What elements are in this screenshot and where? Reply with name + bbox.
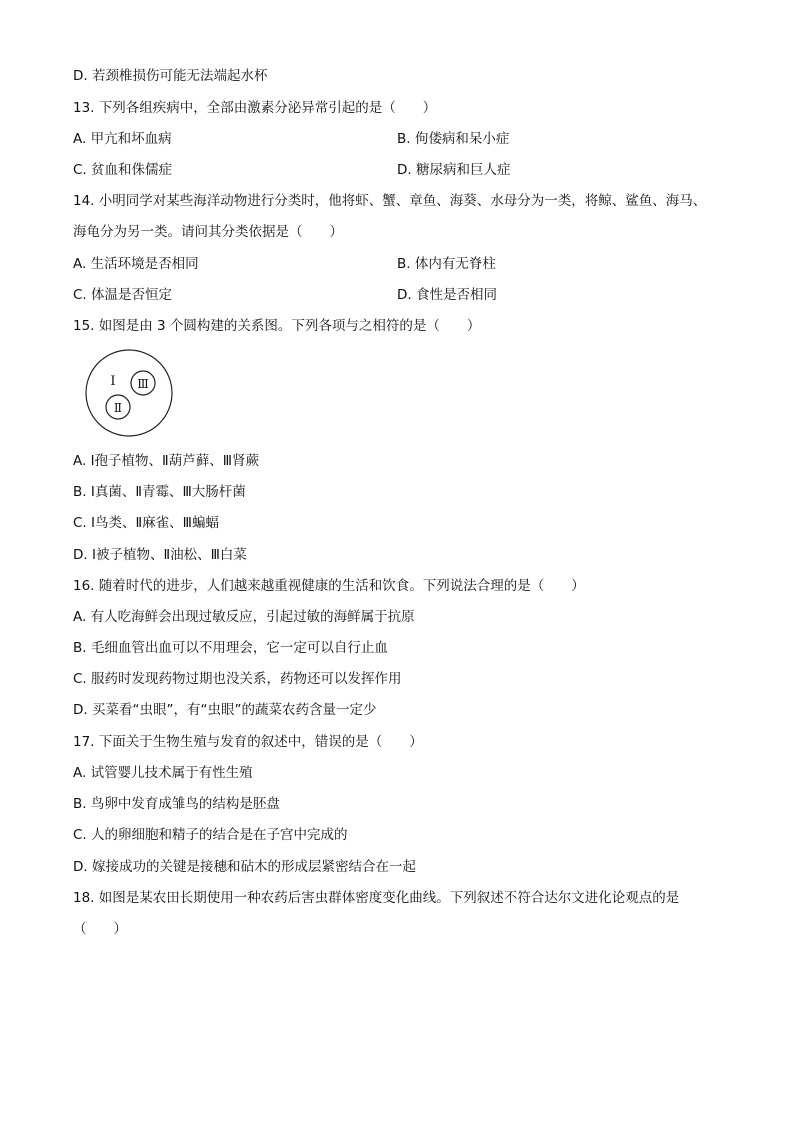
question-13: 13. 下列各组疾病中，全部由激素分泌异常引起的是（ ） bbox=[73, 100, 437, 116]
question-18-line-2: （ ） bbox=[73, 921, 127, 937]
q16-option-b: B. 毛细血管出血可以不用理会，它一定可以自行止血 bbox=[73, 640, 388, 656]
q13-option-a: A. 甲亢和坏血病 bbox=[73, 131, 172, 147]
question-15: 15. 如图是由 3 个圆构建的关系图。下列各项与之相符的是（ ） bbox=[73, 318, 481, 334]
q17-option-c: C. 人的卵细胞和精子的结合是在子宫中完成的 bbox=[73, 827, 348, 843]
inner-bottom-label: Ⅱ bbox=[113, 401, 123, 415]
question-14-line-1: 14. 小明同学对某些海洋动物进行分类时，他将虾、蟹、章鱼、海葵、水母分为一类，将鲸、鲨鱼、海马、 bbox=[73, 193, 707, 209]
q16-option-d: D. 买菜看“虫眼”，有“虫眼”的蔬菜农药含量一定少 bbox=[73, 702, 377, 718]
q14-option-b: B. 体内有无脊柱 bbox=[397, 256, 496, 272]
outer-circle bbox=[86, 350, 172, 436]
question-17: 17. 下面关于生物生殖与发育的叙述中，错误的是（ ） bbox=[73, 734, 423, 750]
q14-option-c: C. 体温是否恒定 bbox=[73, 287, 173, 303]
q17-option-b: B. 鸟卵中发育成雏鸟的结构是胚盘 bbox=[73, 796, 280, 812]
q17-option-d: D. 嫁接成功的关键是接穗和砧木的形成层紧密结合在一起 bbox=[73, 859, 416, 875]
q16-option-a: A. 有人吃海鲜会出现过敏反应，引起过敏的海鲜属于抗原 bbox=[73, 609, 415, 625]
q12-option-d: D. 若颈椎损伤可能无法端起水杯 bbox=[73, 68, 268, 84]
q16-option-c: C. 服药时发现药物过期也没关系，药物还可以发挥作用 bbox=[73, 671, 402, 687]
q15-option-c: C. Ⅰ鸟类、Ⅱ麻雀、Ⅲ蝙蝠 bbox=[73, 515, 219, 531]
q14-option-a: A. 生活环境是否相同 bbox=[73, 256, 199, 272]
q13-option-d: D. 糖尿病和巨人症 bbox=[397, 162, 511, 178]
question-16: 16. 随着时代的进步，人们越来越重视健康的生活和饮食。下列说法合理的是（ ） bbox=[73, 578, 585, 594]
q14-option-d: D. 食性是否相同 bbox=[397, 287, 497, 303]
venn-diagram bbox=[84, 348, 174, 438]
question-18-line-1: 18. 如图是某农田长期使用一种农药后害虫群体密度变化曲线。下列叙述不符合达尔文进化论观点的是 bbox=[73, 890, 680, 906]
q13-option-b: B. 佝偻病和呆小症 bbox=[397, 131, 510, 147]
q17-option-a: A. 试管婴儿技术属于有性生殖 bbox=[73, 765, 253, 781]
q15-option-d: D. Ⅰ被子植物、Ⅱ油松、Ⅲ白菜 bbox=[73, 547, 247, 563]
inner-top-label: Ⅲ bbox=[137, 377, 149, 391]
q13-option-c: C. 贫血和侏儒症 bbox=[73, 162, 173, 178]
q15-option-b: B. Ⅰ真菌、Ⅱ青霉、Ⅲ大肠杆菌 bbox=[73, 484, 246, 500]
question-14-line-2: 海龟分为另一类。请问其分类依据是（ ） bbox=[73, 224, 343, 240]
q15-option-a: A. Ⅰ孢子植物、Ⅱ葫芦藓、Ⅲ肾蕨 bbox=[73, 453, 260, 469]
outer-circle-label: Ⅰ bbox=[110, 374, 116, 389]
